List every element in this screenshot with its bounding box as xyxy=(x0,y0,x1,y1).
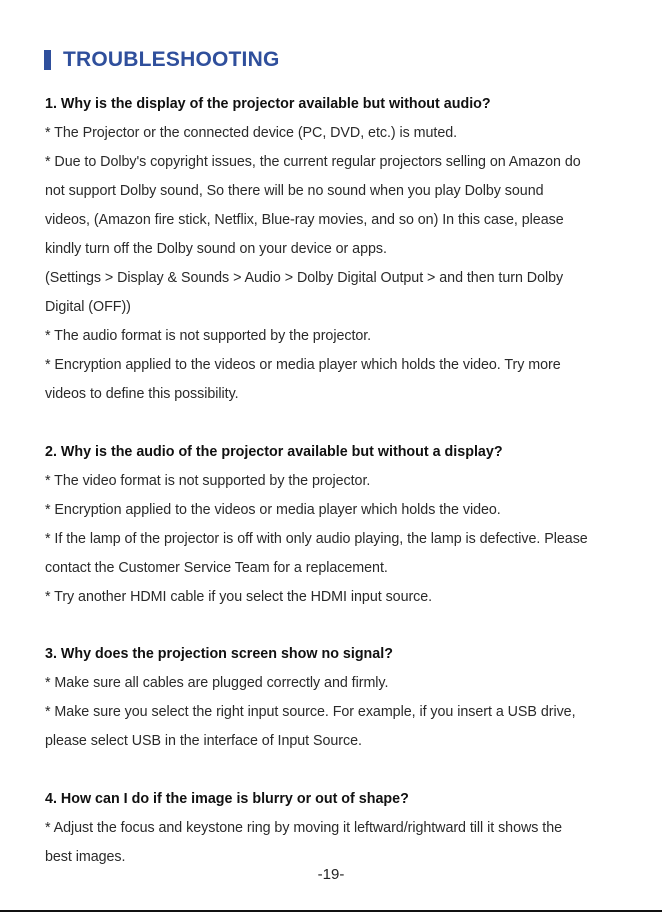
faq-answer-line: * The audio format is not supported by the projector. xyxy=(45,328,372,344)
faq-answer-line: * Adjust the focus and keystone ring by moving it leftward/rightward till it shows the xyxy=(45,819,562,836)
faq-answer-line: * Encryption applied to the videos or media player which holds the video. xyxy=(45,501,501,518)
page-number: -19- xyxy=(317,866,345,883)
faq-answer-line: * The Projector or the connected device (PC, DVD, etc.) is muted. xyxy=(45,125,458,141)
faq-section xyxy=(45,785,630,872)
faq-answer-line: Digital (OFF)) xyxy=(45,299,131,315)
faq-section xyxy=(45,640,630,756)
faq-answer-line: not support Dolby sound, So there will be no sound when you play Dolby sound xyxy=(45,183,544,199)
bottom-divider xyxy=(0,910,662,912)
faq-answer-line: (Settings > Display & Sounds > Audio > Dolby Digital Output > and then turn Dolby xyxy=(45,270,564,286)
faq-section xyxy=(45,90,630,409)
faq-question: 1. Why is the display of the projector available but without audio? xyxy=(45,96,491,112)
faq-answer-line: * The video format is not supported by the projector. xyxy=(45,472,371,489)
faq-answer-line: * Due to Dolby's copyright issues, the current regular projectors selling on Amazon do xyxy=(45,154,581,170)
faq-answer-line: kindly turn off the Dolby sound on your device or apps. xyxy=(45,241,387,257)
page-title: TROUBLESHOOTING xyxy=(63,48,280,71)
faq-answer-line: * Try another HDMI cable if you select the HDMI input source. xyxy=(45,588,433,605)
faq-question: 3. Why does the projection screen show no signal? xyxy=(45,646,393,662)
faq-question: 4. How can I do if the image is blurry or out of shape? xyxy=(45,790,409,807)
faq-question: 2. Why is the audio of the projector available but without a display? xyxy=(45,443,503,460)
faq-answer-line: please select USB in the interface of Input Source. xyxy=(45,733,362,749)
section-heading xyxy=(44,48,280,72)
faq-answer-line: * Make sure you select the right input source. For example, if you insert a USB drive, xyxy=(45,704,576,720)
faq-answer-line: * Encryption applied to the videos or media player which holds the video. Try more xyxy=(45,357,561,373)
heading-accent-bar xyxy=(44,50,51,70)
faq-content xyxy=(45,90,630,900)
faq-answer-line: contact the Customer Service Team for a replacement. xyxy=(45,559,388,576)
faq-answer-line: videos to define this possibility. xyxy=(45,386,239,402)
faq-answer-line: best images. xyxy=(45,848,126,865)
faq-answer-line: videos, (Amazon fire stick, Netflix, Blue-ray movies, and so on) In this case, please xyxy=(45,212,564,228)
faq-answer-line: * Make sure all cables are plugged correctly and firmly. xyxy=(45,675,389,691)
faq-section xyxy=(45,438,630,612)
faq-answer-line: * If the lamp of the projector is off with only audio playing, the lamp is defective. Please xyxy=(45,530,588,547)
